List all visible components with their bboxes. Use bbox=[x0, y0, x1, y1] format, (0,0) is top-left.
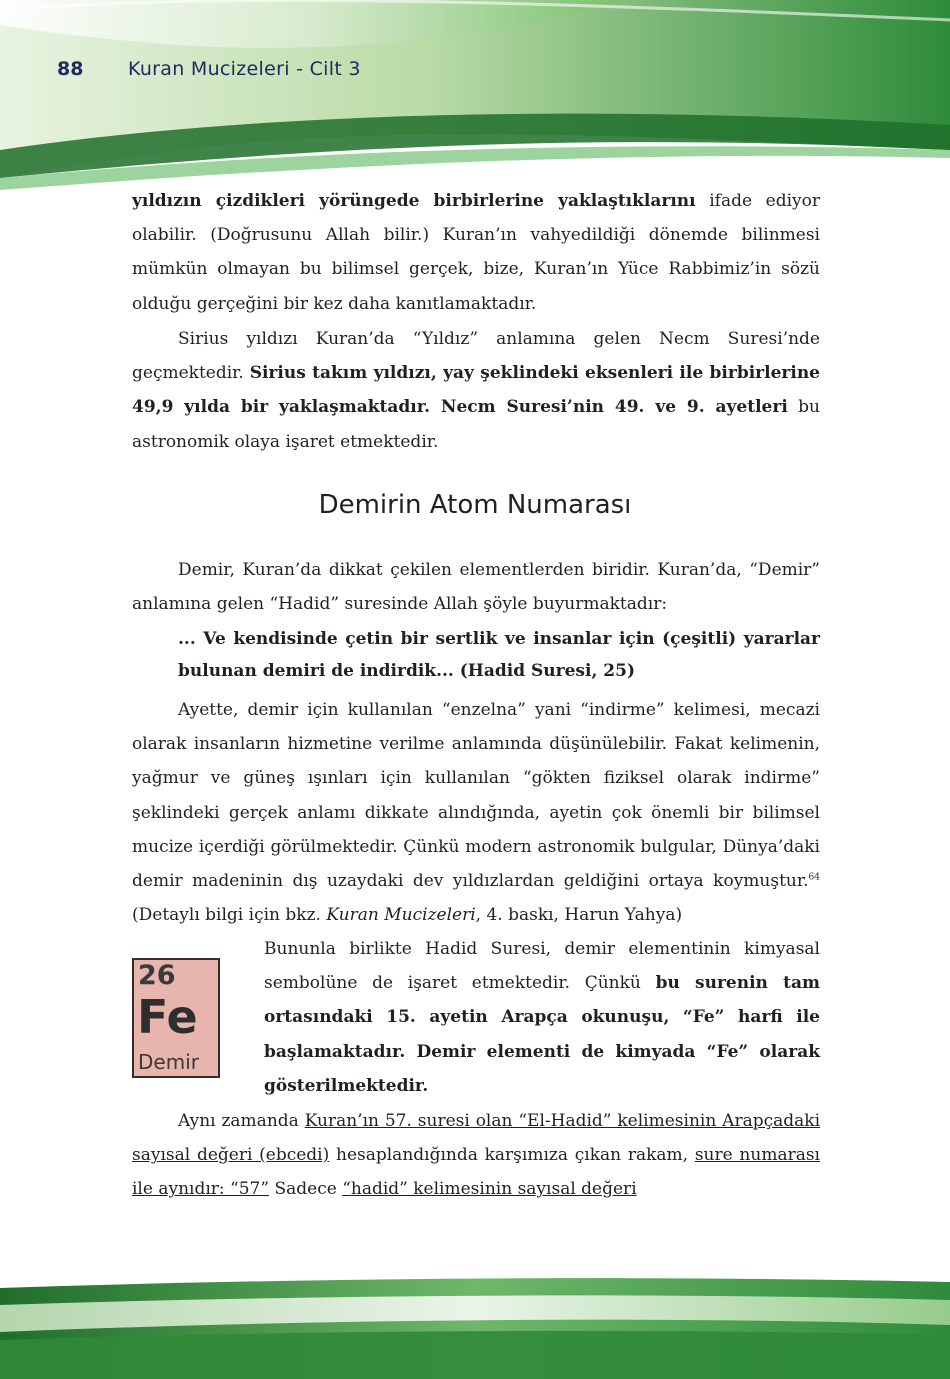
book-title: Kuran Mucizeleri - Cilt 3 bbox=[128, 58, 361, 80]
text: bu astronomik olaya işaret etmektedir. bbox=[132, 397, 820, 452]
text: Demir, Kuran’da dikkat çekilen elementlerden biridir. Kuran’da, “Demir” anlamına gelen “Hadid” suresinde Allah şöyle buyurmaktadır: bbox=[132, 560, 820, 615]
page-number: 88 bbox=[57, 58, 84, 80]
paragraph-4 bbox=[132, 693, 820, 932]
text: hesaplandığında karşımıza çıkan rakam, bbox=[329, 1145, 695, 1166]
footer-decoration bbox=[0, 1270, 950, 1379]
bold-text: bu surenin tam ortasındaki 15. ayetin Arapça okunuşu, “Fe” harfi ile başlamaktadır. Demir elementi de kimyada “Fe” olarak gösterilmektedir. bbox=[264, 973, 820, 1096]
bold-text: yıldızın çizdikleri yörüngede birbirlerine yaklaştıklarını bbox=[132, 191, 696, 211]
paragraph-1 bbox=[132, 184, 820, 321]
underlined-text: Kuran’ın 57. suresi olan “El-Hadid” kelimesinin Arapçadaki sayısal değeri (ebcedi) bbox=[132, 1111, 821, 1166]
underlined-text: sure numarası ile aynıdır: “57” bbox=[132, 1145, 820, 1200]
section-title: Demirin Atom Numarası bbox=[318, 490, 632, 520]
text: (Detaylı bilgi için bkz. bbox=[132, 905, 327, 926]
text: Aynı zamanda bbox=[178, 1111, 305, 1131]
text: Sirius yıldızı Kuran’da “Yıldız” anlamına gelen Necm Suresi’nde geçmektedir. bbox=[132, 329, 820, 384]
bold-text: Sirius takım yıldızı, yay şeklindeki eksenleri ile birbirlerine 49,9 yılda bir yaklaşmaktadır. Necm Suresi’nin 49. ve 9. ayetleri bbox=[132, 363, 820, 418]
verse-quote: ... Ve kendisinde çetin bir sertlik ve insanlar için (çeşitli) yararlar bulunan demiri de indirdik... (Hadid Suresi, 25) bbox=[178, 629, 820, 681]
underlined-text: “hadid” kelimesinin sayısal değeri bbox=[342, 1179, 637, 1200]
paragraph-6 bbox=[132, 1104, 820, 1207]
italic-text: Kuran Mucizeleri bbox=[326, 905, 476, 926]
element-name: Demir bbox=[138, 1050, 199, 1074]
paragraph-3 bbox=[132, 553, 820, 621]
paragraph-2 bbox=[132, 322, 820, 459]
text: Bununla birlikte Hadid Suresi, demir elementinin kimyasal sembolüne de işaret etmektedir. Çünkü bbox=[264, 939, 820, 994]
paragraph-5 bbox=[264, 932, 820, 1103]
atomic-number: 26 bbox=[138, 960, 176, 991]
text: Sadece bbox=[269, 1179, 343, 1200]
header-decoration bbox=[0, 0, 950, 200]
iron-element-tile bbox=[132, 958, 220, 1078]
text: ifade ediyor olabilir. (Doğrusunu Allah bilir.) Kuran’ın vahyedildiği dönemde bilinmesi mümkün olmayan bu bilimsel gerçek, bize, Kuran’ın Yüce Rabbimiz’in sözü olduğu gerçeğini bir kez daha kanıtlamaktadır. bbox=[132, 191, 820, 314]
text: , 4. baskı, Harun Yahya) bbox=[475, 905, 683, 926]
footnote-ref: 64 bbox=[808, 872, 820, 883]
element-symbol: Fe bbox=[137, 990, 198, 1044]
text: Ayette, demir için kullanılan “enzelna” yani “indirme” kelimesi, mecazi olarak insanların hizmetine verilme anlamında düşünülebilir. Fakat kelimenin, yağmur ve güneş ışınları için kullanılan “gökten fiziksel olarak indirme” şeklindeki gerçek anlamı dikkate alındığında, ayetin çok önemli bir bilimsel mucize içerdiği görülmektedir. Çünkü modern astronomik bulgular, Dünya’daki demir madeninin dış uzaydaki dev yıldızlardan geldiğini ortaya koymuştur. bbox=[132, 700, 820, 892]
